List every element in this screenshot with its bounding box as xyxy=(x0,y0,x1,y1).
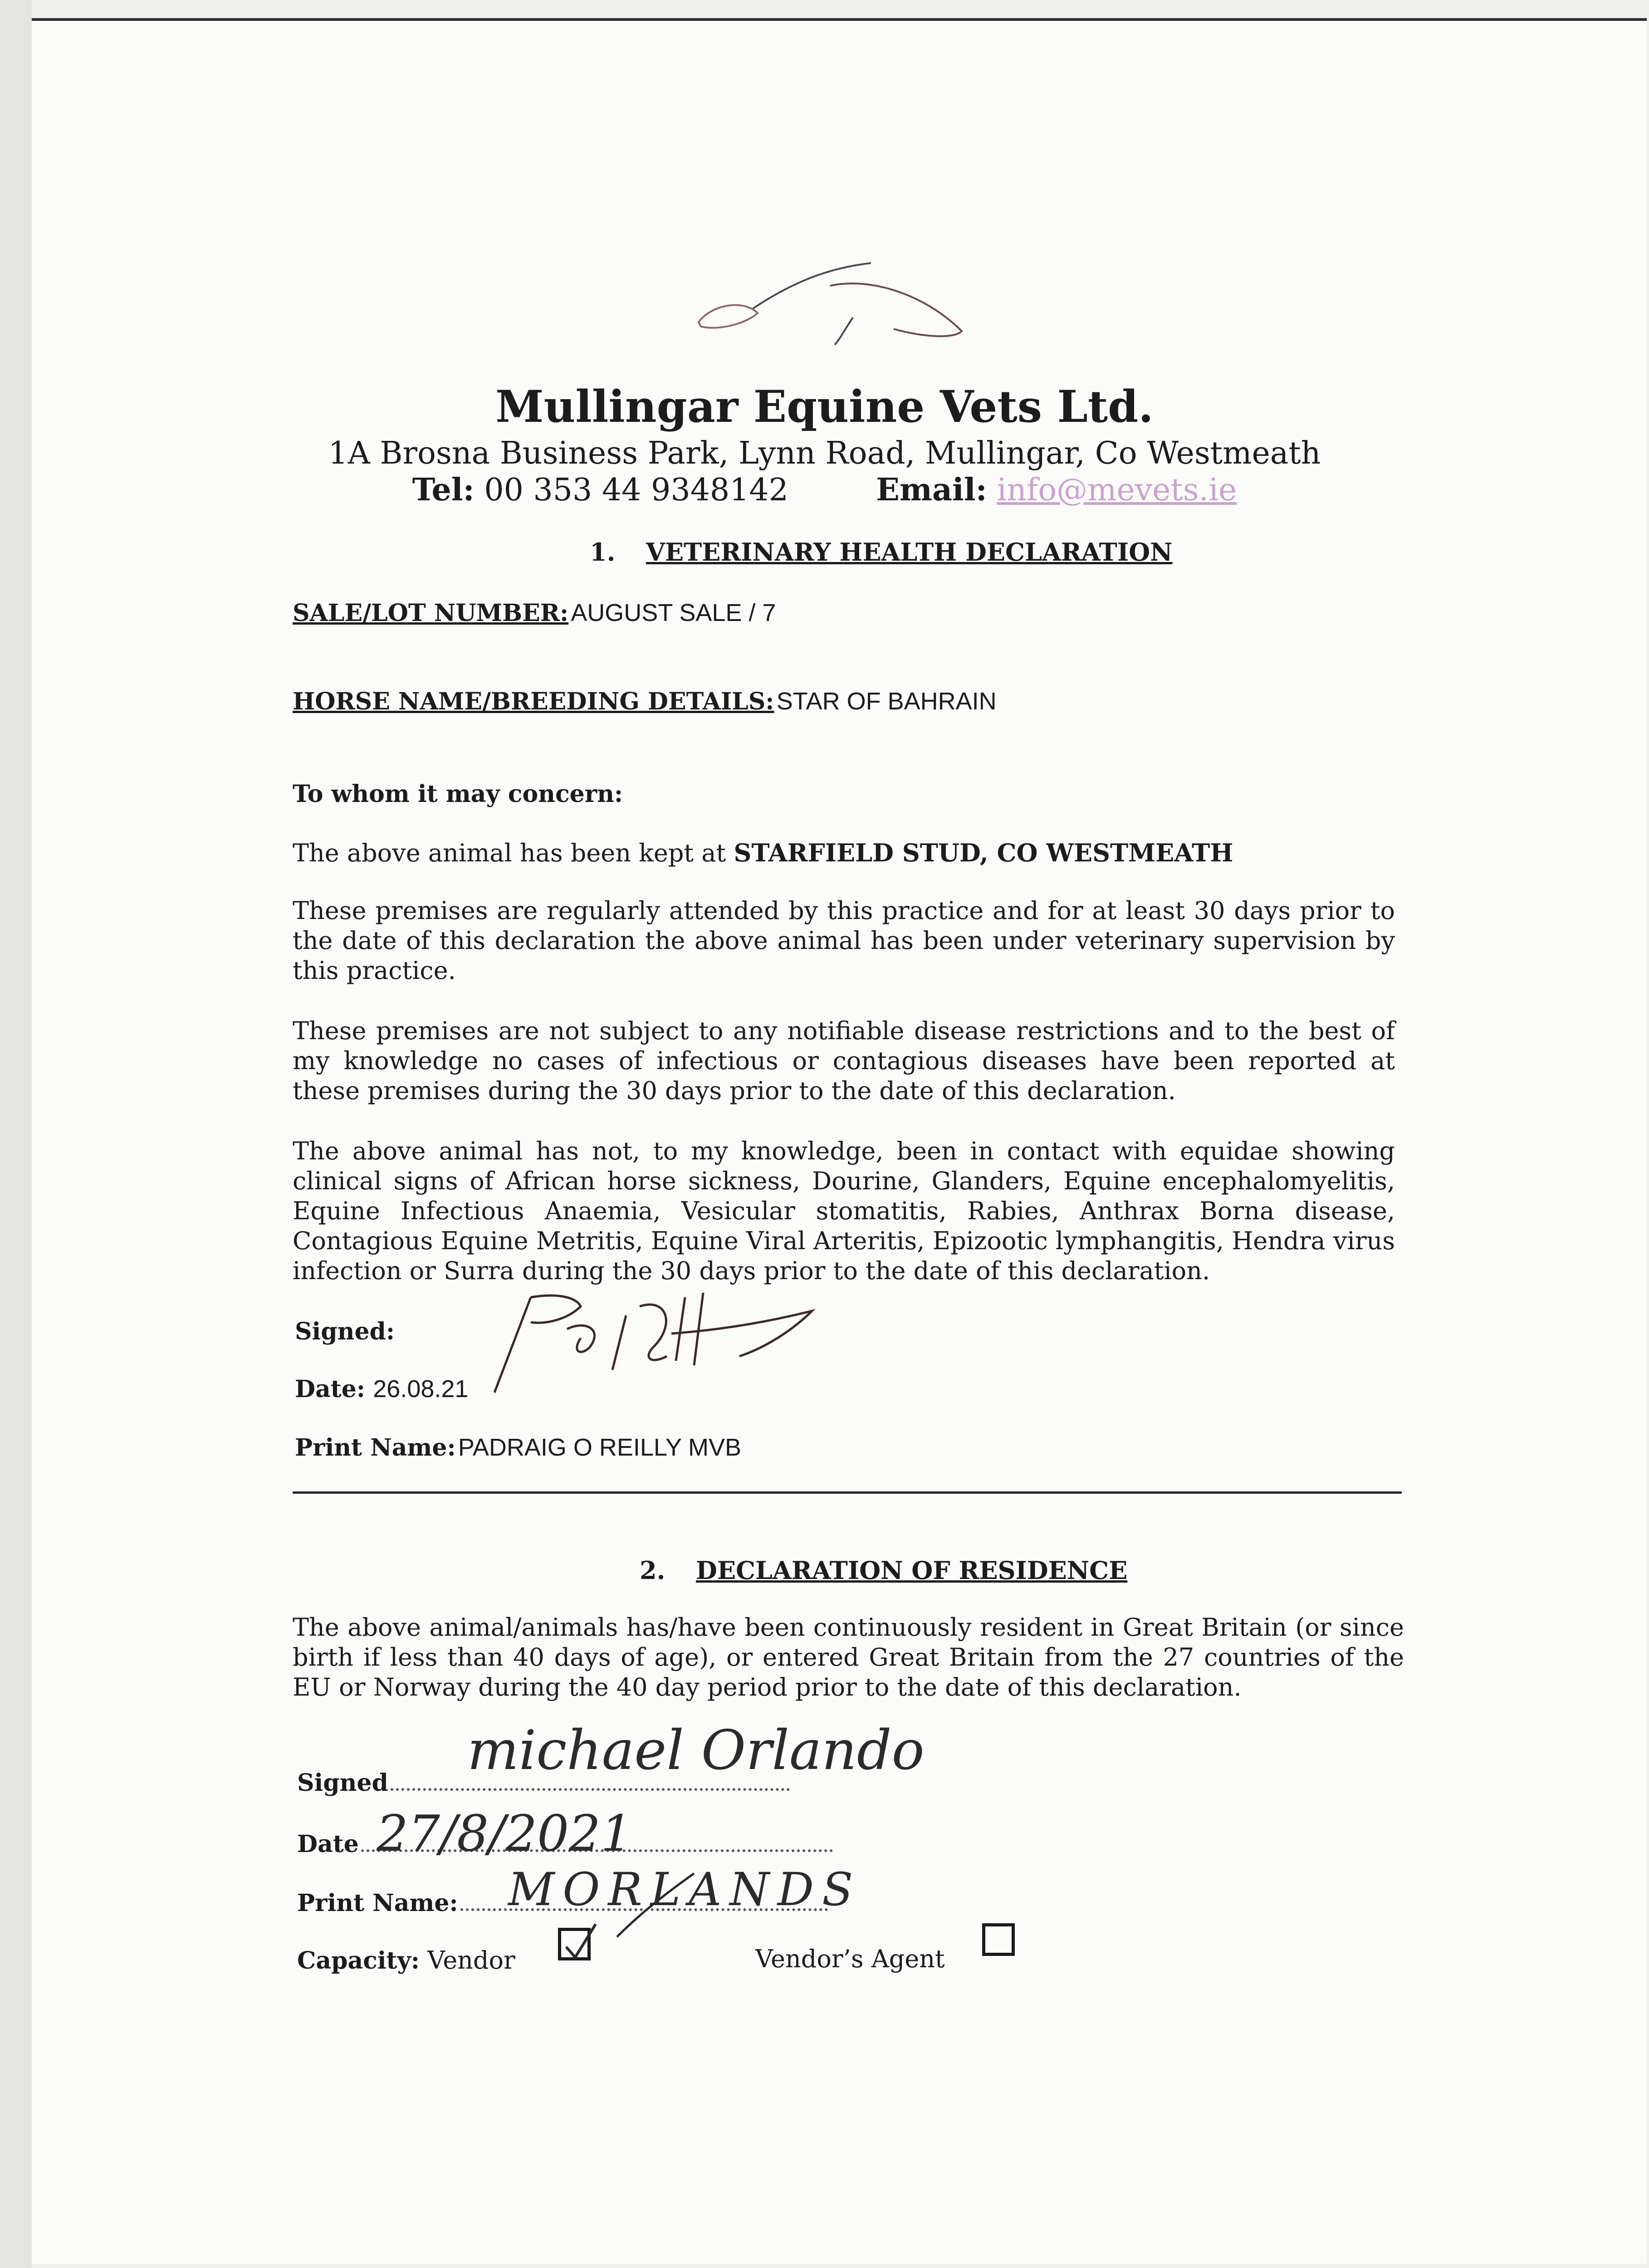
vendor-label: Vendor xyxy=(427,1946,515,1975)
company-name: Mullingar Equine Vets Ltd. xyxy=(495,381,1154,432)
page-left-edge xyxy=(0,0,32,2268)
sale-lot-value: AUGUST SALE / 7 xyxy=(571,599,776,626)
horse-name-value: STAR OF BAHRAIN xyxy=(776,688,997,715)
company-address: 1A Brosna Business Park, Lynn Road, Mullingar, Co Westmeath xyxy=(328,435,1321,471)
horse-logo-icon xyxy=(680,254,989,372)
tel-label: Tel: xyxy=(412,472,475,508)
email-label: Email: xyxy=(876,472,987,508)
owner-signed-label: Signed xyxy=(297,1769,388,1797)
contact-row xyxy=(0,472,1649,508)
disease-restrictions-paragraph: These premises are not subject to any notifiable disease restrictions and to the best of my knowledge no cases of infectious or contagious diseases have been reported at these premises during the 30 days prior to the date of this declaration. xyxy=(293,1017,1395,1105)
owner-signature-text: michael Orlando xyxy=(467,1719,925,1782)
section2-number: 2. xyxy=(640,1556,665,1585)
section1-number: 1. xyxy=(590,538,616,567)
capacity-row xyxy=(297,1946,515,1975)
vet-print-value: PADRAIG O REILLY MVB xyxy=(458,1434,742,1461)
vet-print-row xyxy=(295,1433,741,1461)
sale-lot-label: SALE/LOT NUMBER: xyxy=(293,599,569,627)
owner-print-text: MORLANDS xyxy=(508,1863,861,1916)
section1-heading xyxy=(590,538,1173,567)
vet-signed-label: Signed: xyxy=(295,1318,395,1345)
vet-date-value: 26.08.21 xyxy=(373,1375,469,1403)
tel-value: 00 353 44 9348142 xyxy=(484,472,788,508)
vendor-check-mark-icon xyxy=(559,1922,600,1963)
kept-at-line xyxy=(293,838,1233,867)
owner-signature xyxy=(463,1696,925,1810)
kept-location: STARFIELD STUD, CO WESTMEATH xyxy=(734,838,1233,867)
residence-paragraph: The above animal/animals has/have been continuously resident in Great Britain (or since birth if less than 40 days of age), or entered Great Britain from the 27 countries of the EU or Norway during the 40 day period prior to the date of this declaration. xyxy=(293,1613,1404,1701)
owner-date-text: 27/8/2021 xyxy=(377,1804,633,1862)
vendor-checkbox[interactable] xyxy=(558,1928,591,1960)
vet-date-label: Date: xyxy=(295,1375,366,1403)
section1-title: VETERINARY HEALTH DECLARATION xyxy=(646,538,1173,567)
horse-name-label: HORSE NAME/BREEDING DETAILS: xyxy=(293,688,774,715)
owner-print-label: Print Name: xyxy=(297,1889,458,1917)
email-link[interactable]: info@mevets.ie xyxy=(997,472,1237,508)
supervision-paragraph: These premises are regularly attended by this practice and for at least 30 days prior to the date of this declaration the above animal has been under veterinary supervision by this practice. xyxy=(293,896,1395,985)
owner-date-label: Date xyxy=(297,1830,359,1858)
kept-prefix: The above animal has been kept at xyxy=(293,839,726,867)
section2-heading xyxy=(640,1556,1127,1585)
contact-paragraph: The above animal has not, to my knowledge, been in contact with equidae showing clinical signs of African horse sickness, Dourine, Glanders, Equine encephalomyelitis, Equine Infectious Anaemia, Vesicular stomatitis, Rabies, Anthrax Borna disease, Contagious Equine Metritis, Equine Viral Arteritis, Epizootic lymphangitis, Hendra virus infection or Surra during the 30 days prior to the date of this declaration. xyxy=(293,1137,1395,1285)
salutation: To whom it may concern: xyxy=(293,780,623,808)
section-divider xyxy=(293,1491,1402,1494)
capacity-label: Capacity: xyxy=(297,1947,420,1975)
sale-lot-row xyxy=(293,599,776,627)
vet-date-row xyxy=(295,1374,468,1403)
vet-print-label: Print Name: xyxy=(295,1434,456,1461)
horse-name-row xyxy=(293,687,997,715)
section2-title: DECLARATION OF RESIDENCE xyxy=(696,1556,1128,1585)
vendor-agent-label: Vendor’s Agent xyxy=(755,1945,945,1973)
vendor-agent-checkbox[interactable] xyxy=(982,1923,1015,1956)
vet-signature xyxy=(476,1279,826,1406)
